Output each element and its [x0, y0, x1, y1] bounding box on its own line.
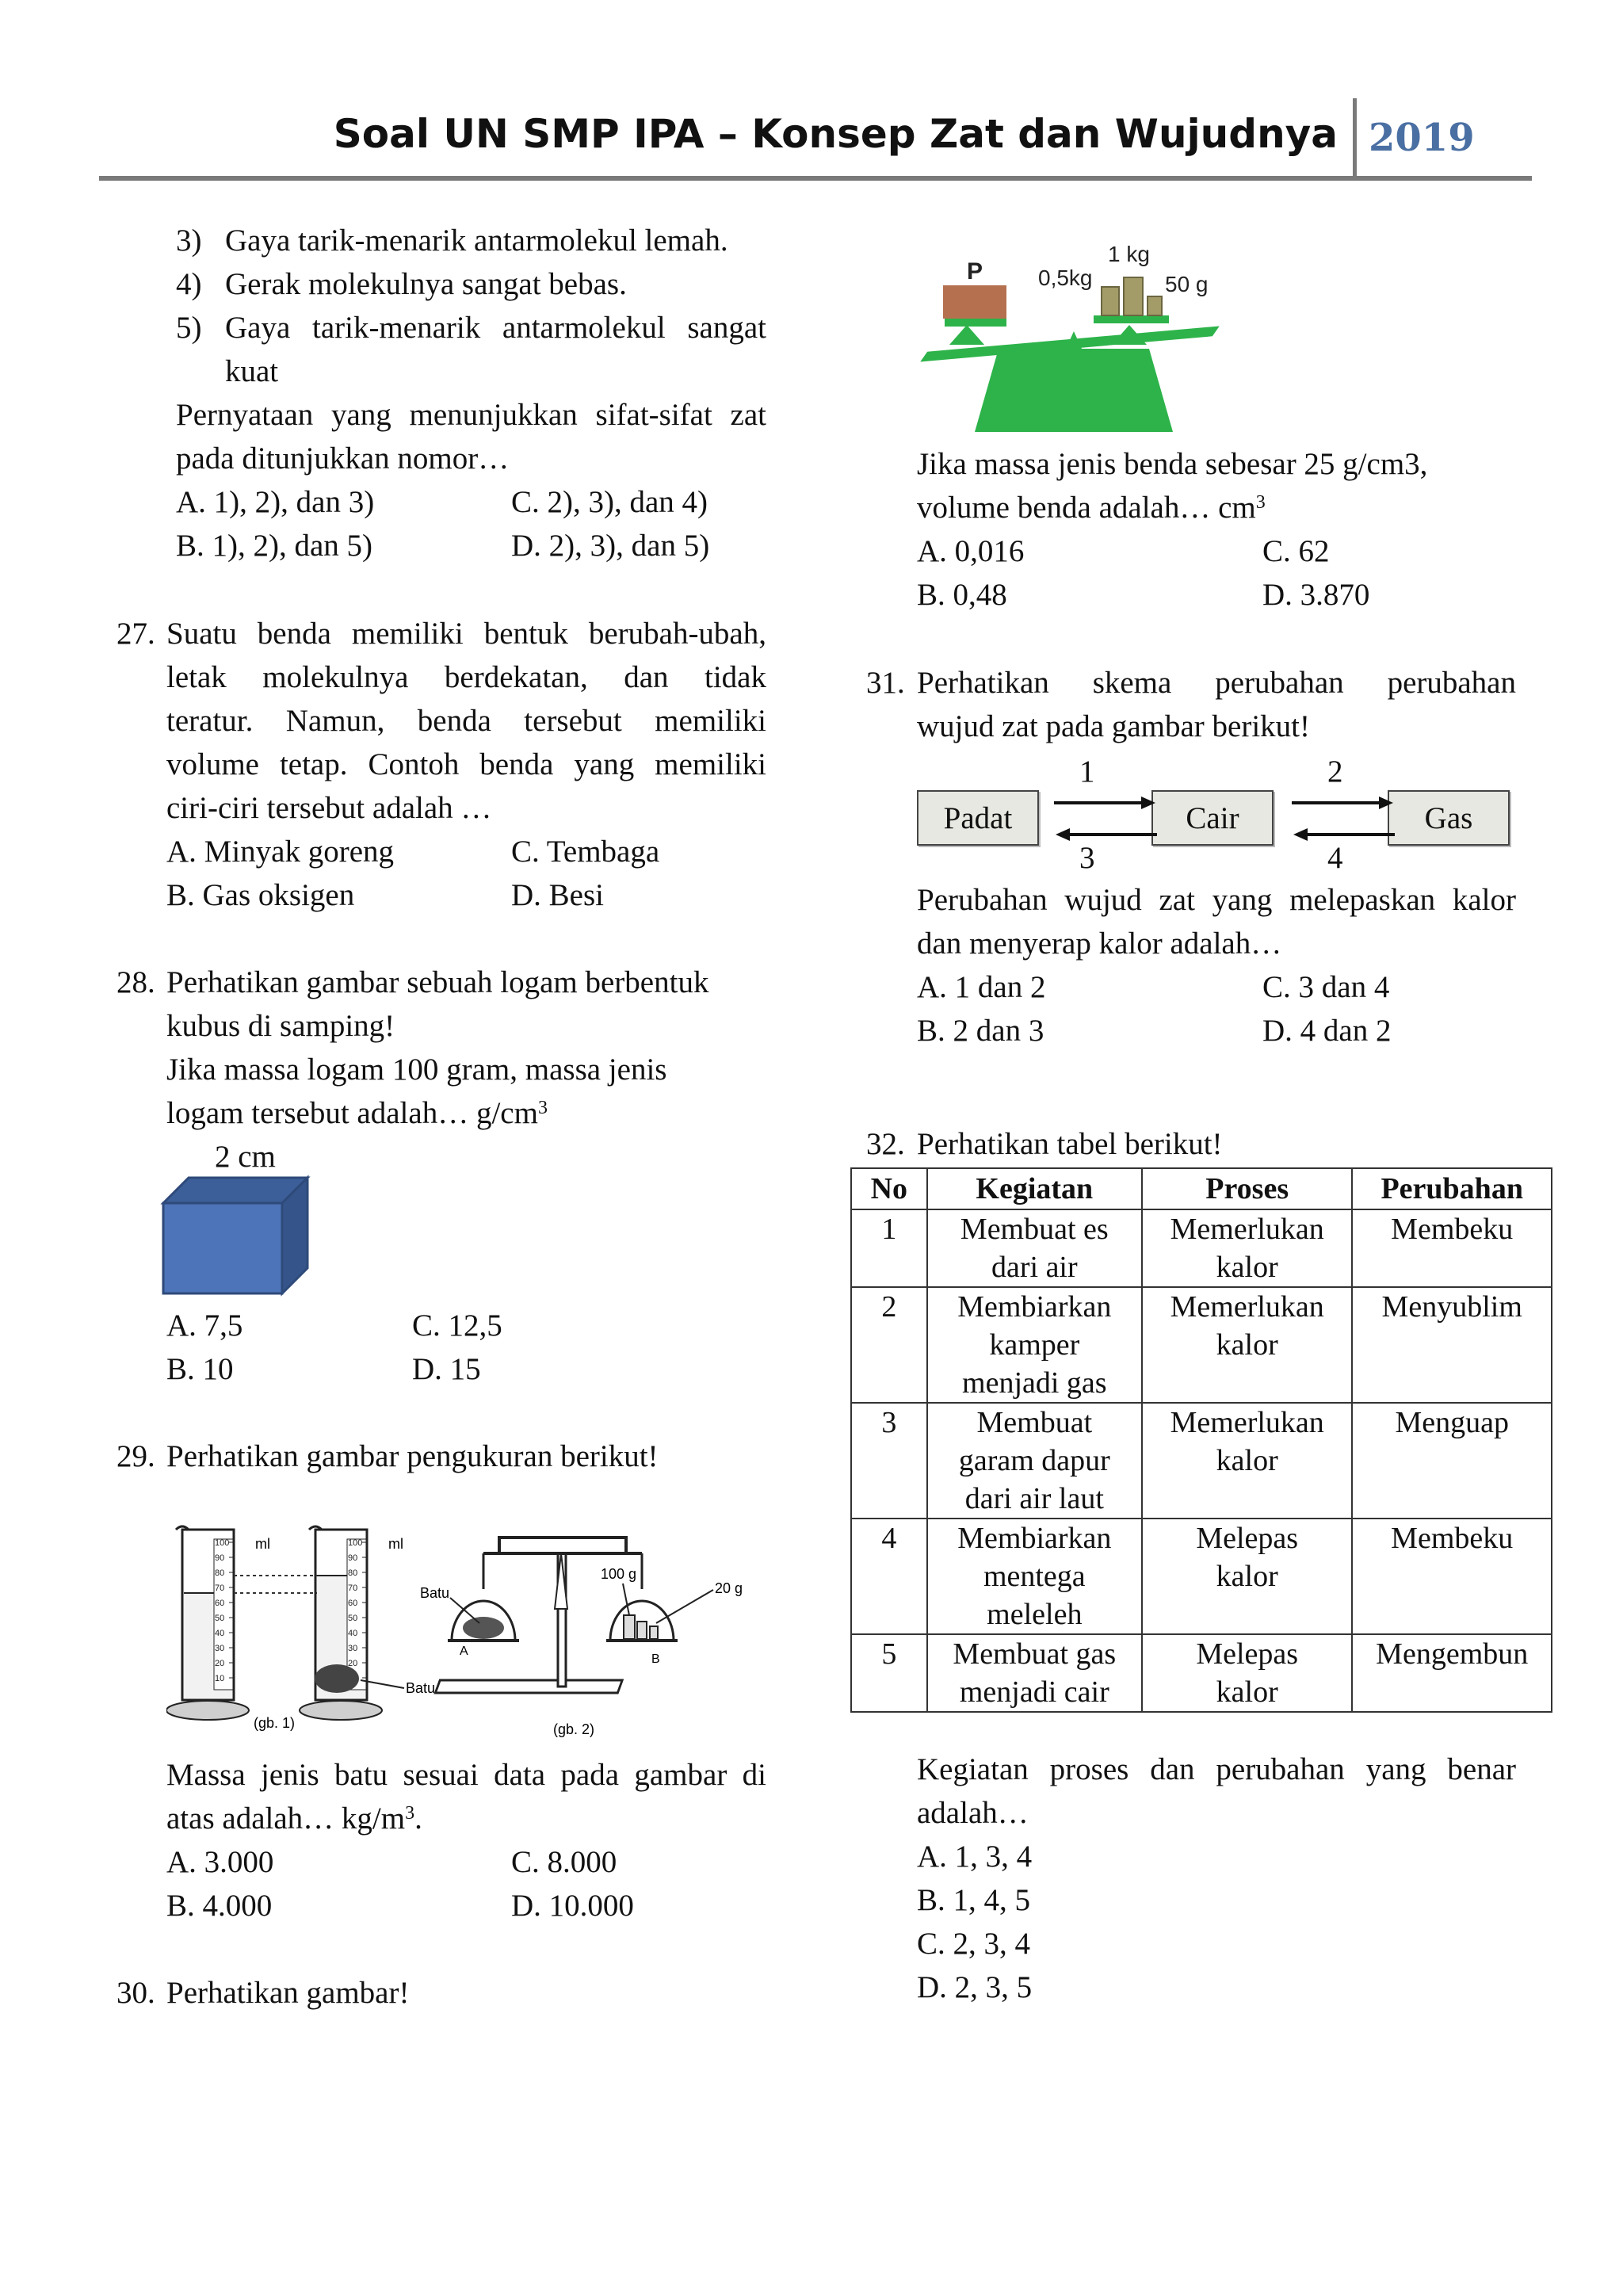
- q31-number: 31.: [866, 666, 905, 700]
- page-title: Soal UN SMP IPA – Konsep Zat dan Wujudnya: [333, 111, 1338, 157]
- q29-option-c: C. 8.000: [511, 1845, 617, 1879]
- cell-no: 1: [851, 1209, 927, 1287]
- cell-no: 2: [851, 1287, 927, 1403]
- scale-tick-label: 80: [215, 1568, 225, 1578]
- header-year: 2019: [1369, 116, 1475, 160]
- q31-option-a: A. 1 dan 2: [917, 970, 1046, 1004]
- fig-2-caption: (gb. 2): [553, 1721, 595, 1737]
- q27-line2: letak molekulnya berdekatan, dan tidak: [166, 660, 766, 694]
- q27-line5: ciri-ciri tersebut adalah …: [166, 791, 492, 825]
- scale-tick-label: 20: [348, 1659, 358, 1668]
- scale-tick-label: 40: [348, 1629, 358, 1638]
- q27-option-d: D. Besi: [511, 878, 604, 912]
- q28-line4: logam tersebut adalah… $g/cm^3$: [166, 1096, 548, 1130]
- header-rule: [99, 176, 1532, 181]
- q27-option-b: B. Gas oksigen: [166, 878, 355, 912]
- cell-perubahan: Menguap: [1352, 1403, 1552, 1519]
- q31-option-c: C. 3 dan 4: [1262, 970, 1390, 1004]
- cell-no: 4: [851, 1519, 927, 1634]
- header-divider: [1353, 98, 1357, 181]
- arrow-2-label: 2: [1327, 755, 1343, 789]
- q28-line2: kubus di samping!: [166, 1009, 395, 1043]
- col-header-perubahan: Perubahan: [1352, 1168, 1552, 1209]
- scale-tick-label: 60: [215, 1599, 225, 1608]
- weight-1kg: [1124, 277, 1143, 315]
- scale-tick-label: 20: [215, 1659, 225, 1668]
- weight-20g-label: 20 g: [715, 1580, 743, 1596]
- q31-line4: dan menyerap kalor adalah…: [917, 926, 1282, 961]
- object-p: [943, 285, 1006, 319]
- q29-line2: Massa jenis batu sesuai data pada gambar di: [166, 1758, 766, 1792]
- q26-item-5-text2: kuat: [225, 354, 279, 388]
- q32-option-a: A. 1, 3, 4: [917, 1839, 1033, 1874]
- table-row: [851, 1287, 1552, 1403]
- pan-a-label: A: [460, 1645, 468, 1658]
- cylinder-2-unit: ml: [388, 1536, 403, 1552]
- scale-tick-label: 70: [215, 1584, 225, 1593]
- q28-line1: Perhatikan gambar sebuah logam berbentuk: [166, 965, 709, 999]
- q27-line1: Suatu benda memiliki bentuk berubah-ubah,: [166, 617, 766, 651]
- cell-proses: Memerlukan kalor: [1142, 1403, 1352, 1519]
- q26-item-4-text: Gerak molekulnya sangat bebas.: [225, 267, 627, 301]
- measurement-figure: [166, 1522, 769, 1744]
- weight-50g: [1148, 296, 1162, 315]
- q28-option-c: C. 12,5: [412, 1308, 502, 1343]
- weight-50g-label: 50 g: [1165, 272, 1209, 296]
- arrow-4-label: 4: [1327, 841, 1343, 875]
- q26-item-5-text: Gaya tarik-menarik antarmolekul sangat: [225, 311, 766, 345]
- q26-item-3-text: Gaya tarik-menarik antarmolekul lemah.: [225, 223, 728, 258]
- state-arrows: [1046, 789, 1506, 852]
- scale-base: [975, 349, 1173, 432]
- q26-item-5-num: 5): [176, 311, 202, 345]
- cube-dimension-label: 2 cm: [215, 1140, 276, 1174]
- q26-option-c: C. 2), 3), dan 4): [511, 485, 708, 519]
- cell-proses: Memerlukan kalor: [1142, 1209, 1352, 1287]
- q27-option-c: C. Tembaga: [511, 835, 660, 869]
- q28-option-d: D. 15: [412, 1352, 481, 1386]
- q27-line4: volume tetap. Contoh benda yang memiliki: [166, 747, 766, 781]
- state-box-padat: Padat: [917, 790, 1039, 846]
- cell-no: 5: [851, 1634, 927, 1712]
- scale-tick-label: 80: [348, 1568, 358, 1578]
- cell-proses: Memerlukan kalor: [1142, 1287, 1352, 1403]
- table-row: [851, 1634, 1552, 1712]
- col-header-kegiatan: Kegiatan: [927, 1168, 1142, 1209]
- weight-05kg: [1102, 287, 1119, 315]
- q26-option-a: A. 1), 2), dan 3): [176, 485, 375, 519]
- q32-number: 32.: [866, 1127, 905, 1161]
- q31-line1: Perhatikan skema perubahan perubahan: [917, 666, 1516, 700]
- metal-cube-figure: [158, 1173, 317, 1300]
- q26-item-3-num: 3): [176, 223, 202, 258]
- q30-option-b: B. 0,48: [917, 578, 1007, 612]
- q28-option-b: B. 10: [166, 1352, 234, 1386]
- scale-tick-label: 90: [215, 1553, 225, 1563]
- q27-line3: teratur. Namun, benda tersebut memiliki: [166, 704, 766, 738]
- scale-tick-label: 90: [348, 1553, 358, 1563]
- graduated-cylinder-1: [166, 1526, 270, 1720]
- table-header-row: [851, 1168, 1552, 1209]
- scale-tick-label: 50: [215, 1614, 225, 1623]
- cell-proses: Melepas kalor: [1142, 1634, 1352, 1712]
- table-row: [851, 1519, 1552, 1634]
- state-box-cair: Cair: [1151, 790, 1274, 846]
- q29-option-b: B. 4.000: [166, 1889, 273, 1923]
- q26-option-d: D. 2), 3), dan 5): [511, 529, 710, 563]
- cell-proses: Melepas kalor: [1142, 1519, 1352, 1634]
- q31-option-d: D. 4 dan 2: [1262, 1014, 1392, 1048]
- cell-kegiatan: Membiarkan kamper menjadi gas: [927, 1287, 1142, 1403]
- scale-tick-label: 30: [348, 1644, 358, 1653]
- q30-line3: volume benda adalah… $cm^3$: [917, 491, 1266, 525]
- q29-option-a: A. 3.000: [166, 1845, 274, 1879]
- col-header-no: No: [851, 1168, 927, 1209]
- q28-line3: Jika massa logam 100 gram, massa jenis: [166, 1052, 667, 1087]
- cell-perubahan: Membeku: [1352, 1519, 1552, 1634]
- q29-line1: Perhatikan gambar pengukuran berikut!: [166, 1439, 659, 1473]
- q26-prompt-line2: pada ditunjukkan nomor…: [176, 441, 510, 476]
- stone-label-2: Batu: [406, 1680, 436, 1696]
- q27-number: 27.: [116, 617, 155, 651]
- scale-tick-label: 50: [348, 1614, 358, 1623]
- q28-option-a: A. 7,5: [166, 1308, 243, 1343]
- cell-kegiatan: Membiarkan mentega meleleh: [927, 1519, 1142, 1634]
- q29-line3: atas adalah… $kg/m^3$.: [166, 1801, 422, 1836]
- q30-line1: Perhatikan gambar!: [166, 1976, 410, 2010]
- activity-table: [850, 1167, 1552, 1713]
- table-row: [851, 1403, 1552, 1519]
- scale-tick-label: 60: [348, 1599, 358, 1608]
- scale-tick-label: 40: [215, 1629, 225, 1638]
- q30-option-a: A. 0,016: [917, 534, 1025, 568]
- q26-item-4-num: 4): [176, 267, 202, 301]
- q32-option-c: C. 2, 3, 4: [917, 1927, 1031, 1961]
- cell-perubahan: Menyublim: [1352, 1287, 1552, 1403]
- weight-05kg-label: 0,5kg: [1038, 266, 1093, 290]
- q30-option-d: D. 3.870: [1262, 578, 1370, 612]
- arrow-1-label: 1: [1079, 755, 1095, 789]
- pan-b-label: B: [651, 1652, 660, 1666]
- q30-option-c: C. 62: [1262, 534, 1330, 568]
- cell-kegiatan: Membuat es dari air: [927, 1209, 1142, 1287]
- cube-front-face: [163, 1203, 282, 1293]
- balance-figure: [919, 230, 1220, 436]
- stone-in-cylinder: [315, 1664, 359, 1693]
- q32-option-b: B. 1, 4, 5: [917, 1883, 1031, 1917]
- cell-perubahan: Mengembun: [1352, 1634, 1552, 1712]
- q31-line3: Perubahan wujud zat yang melepaskan kalor: [917, 883, 1516, 917]
- q29-option-d: D. 10.000: [511, 1889, 634, 1923]
- q26-option-b: B. 1), 2), dan 5): [176, 529, 373, 563]
- scale-tick-label: 100: [348, 1538, 363, 1548]
- cell-kegiatan: Membuat gas menjadi cair: [927, 1634, 1142, 1712]
- q31-option-b: B. 2 dan 3: [917, 1014, 1044, 1048]
- stone-label-1: Batu: [420, 1585, 450, 1601]
- q29-number: 29.: [116, 1439, 155, 1473]
- q32-option-d: D. 2, 3, 5: [917, 1970, 1033, 2004]
- graduated-cylinder-2: [300, 1526, 435, 1720]
- q28-number: 28.: [116, 965, 155, 999]
- cell-perubahan: Membeku: [1352, 1209, 1552, 1287]
- cell-no: 3: [851, 1403, 927, 1519]
- q30-line2: Jika massa jenis benda sebesar 25 g/cm3,: [917, 447, 1428, 481]
- q32-line2: Kegiatan proses dan perubahan yang benar: [917, 1752, 1516, 1786]
- weight-100g-label: 100 g: [601, 1566, 637, 1582]
- scale-tick-label: 100: [215, 1538, 230, 1548]
- q32-line3: adalah…: [917, 1796, 1029, 1830]
- table-row: [851, 1209, 1552, 1287]
- col-header-proses: Proses: [1142, 1168, 1352, 1209]
- balance-scale: [435, 1538, 678, 1693]
- q30-number: 30.: [116, 1976, 155, 2010]
- scale-tick-label: 70: [348, 1584, 358, 1593]
- q27-option-a: A. Minyak goreng: [166, 835, 395, 869]
- cylinder-1-unit: ml: [255, 1536, 270, 1552]
- q31-line2: wujud zat pada gambar berikut!: [917, 709, 1310, 743]
- scale-tick-label: 10: [215, 1674, 225, 1683]
- arrow-3-label: 3: [1079, 841, 1095, 875]
- weight-1kg-label: 1 kg: [1108, 242, 1150, 266]
- cell-kegiatan: Membuat garam dapur dari air laut: [927, 1403, 1142, 1519]
- fig-1-caption: (gb. 1): [254, 1715, 296, 1731]
- q26-prompt-line1: Pernyataan yang menunjukkan sifat-sifat zat: [176, 398, 766, 432]
- object-p-label: P: [967, 258, 983, 285]
- scale-tick-label: 30: [215, 1644, 225, 1653]
- state-box-gas: Gas: [1388, 790, 1510, 846]
- q32-line1: Perhatikan tabel berikut!: [917, 1127, 1223, 1161]
